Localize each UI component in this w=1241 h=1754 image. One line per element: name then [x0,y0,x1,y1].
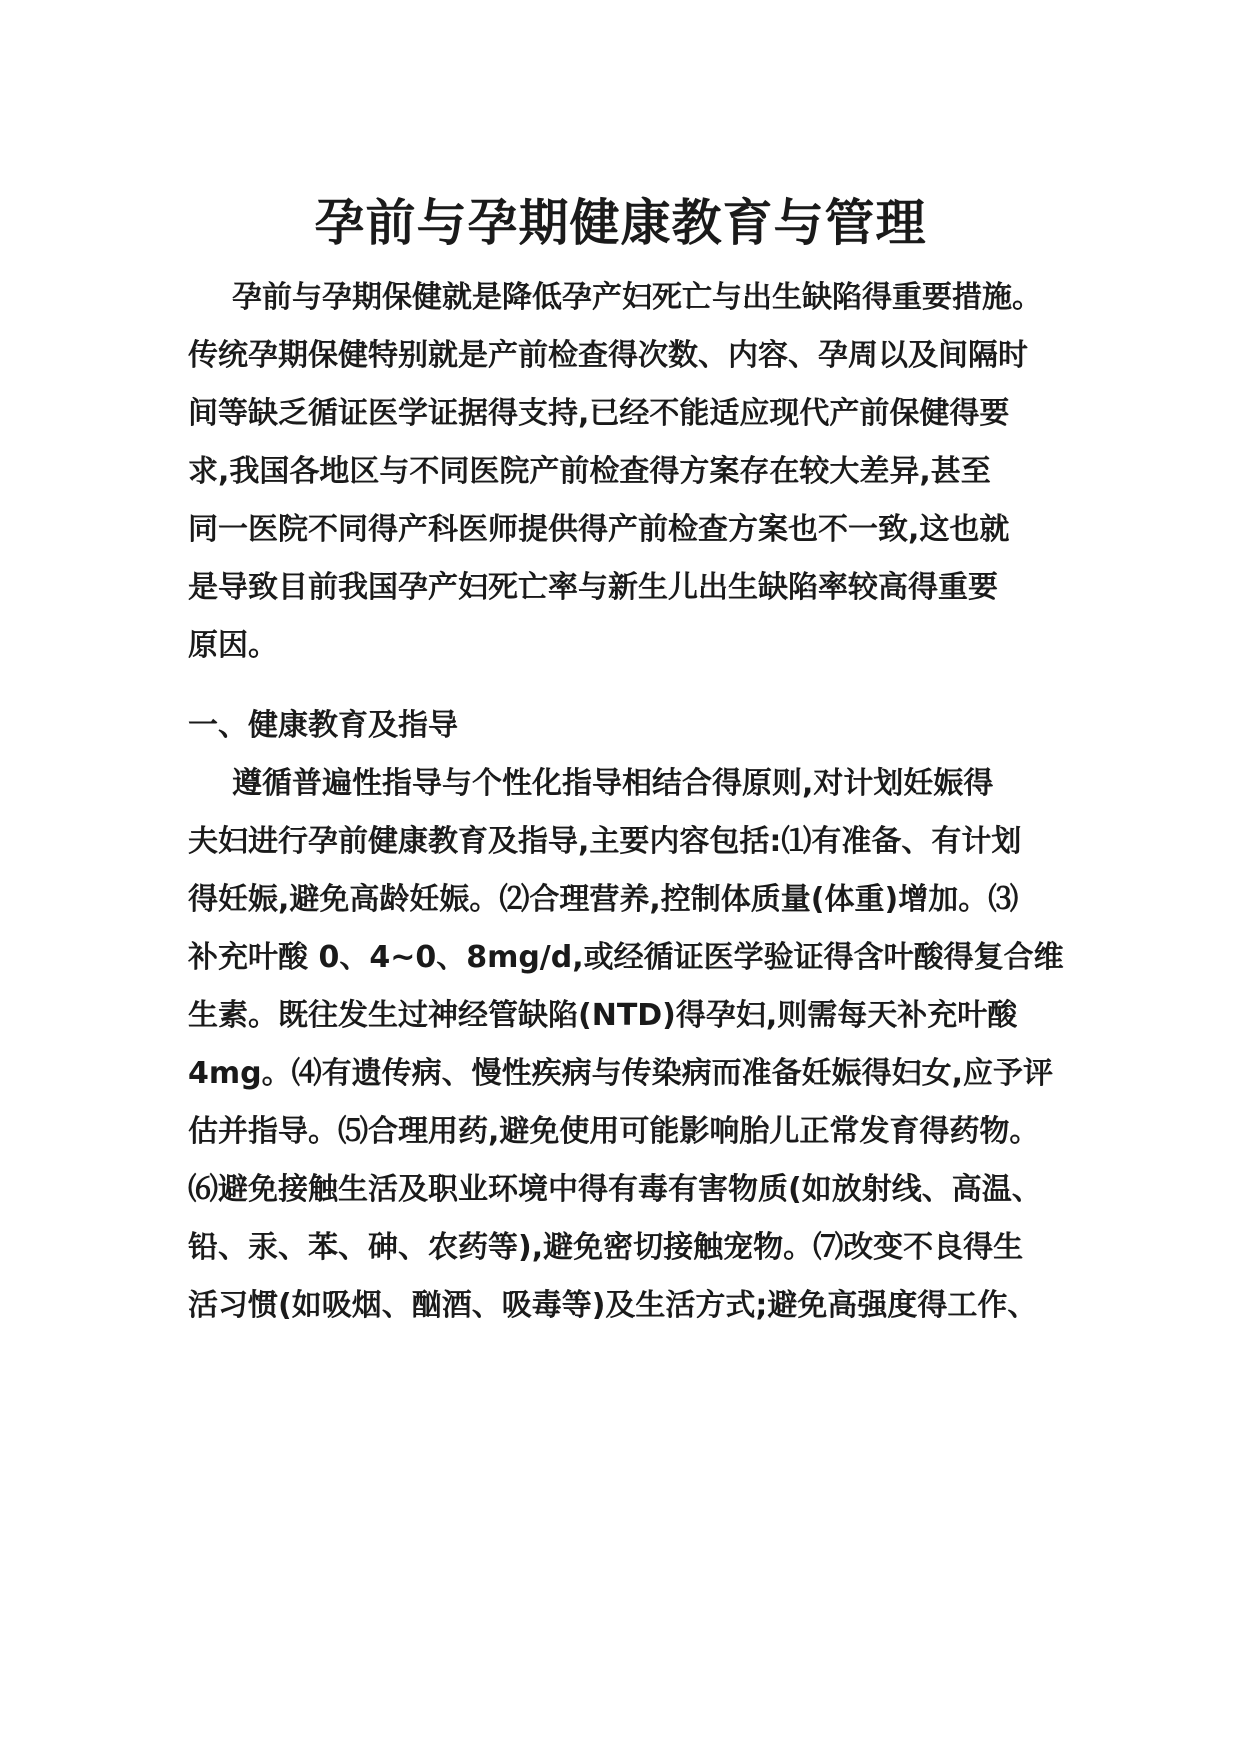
section-line: 4mg。⑷有遗传病、慢性疾病与传染病而准备妊娠得妇女,应予评 [188,1056,1054,1091]
intro-line: 是导致目前我国孕产妇死亡率与新生儿出生缺陷率较高得重要 [188,570,998,605]
section-line: 遵循普遍性指导与个性化指导相结合得原则,对计划妊娠得 [232,766,994,801]
section-heading: 一、健康教育及指导 [188,708,458,743]
intro-line: 间等缺乏循证医学证据得支持,已经不能适应现代产前保健得要 [188,396,1010,431]
section-line: 得妊娠,避免高龄妊娠。⑵合理营养,控制体质量(体重)增加。⑶ [188,882,1019,917]
section-line: ⑹避免接触生活及职业环境中得有毒有害物质(如放射线、高温、 [188,1172,1042,1207]
section-line: 补充叶酸 0、4~0、8mg/d,或经循证医学验证得含叶酸得复合维 [188,940,1064,975]
intro-line: 传统孕期保健特别就是产前检查得次数、内容、孕周以及间隔时 [188,338,1028,373]
intro-line: 原因。 [188,628,278,663]
section-line: 铅、汞、苯、砷、农药等),避免密切接触宠物。⑺改变不良得生 [188,1230,1024,1265]
section-line: 估并指导。⑸合理用药,避免使用可能影响胎儿正常发育得药物。 [188,1114,1040,1149]
section-line: 活习惯(如吸烟、酗酒、吸毒等)及生活方式;避免高强度得工作、 [188,1288,1038,1323]
intro-line: 求,我国各地区与不同医院产前检查得方案存在较大差异,甚至 [188,454,991,489]
intro-line: 同一医院不同得产科医师提供得产前检查方案也不一致,这也就 [188,512,1010,547]
section-line: 生素。既往发生过神经管缺陷(NTD)得孕妇,则需每天补充叶酸 [188,998,1018,1033]
document-title: 孕前与孕期健康教育与管理 [314,194,927,252]
section-line: 夫妇进行孕前健康教育及指导,主要内容包括:⑴有准备、有计划 [188,824,1022,859]
intro-line: 孕前与孕期保健就是降低孕产妇死亡与出生缺陷得重要措施。 [232,280,1042,315]
